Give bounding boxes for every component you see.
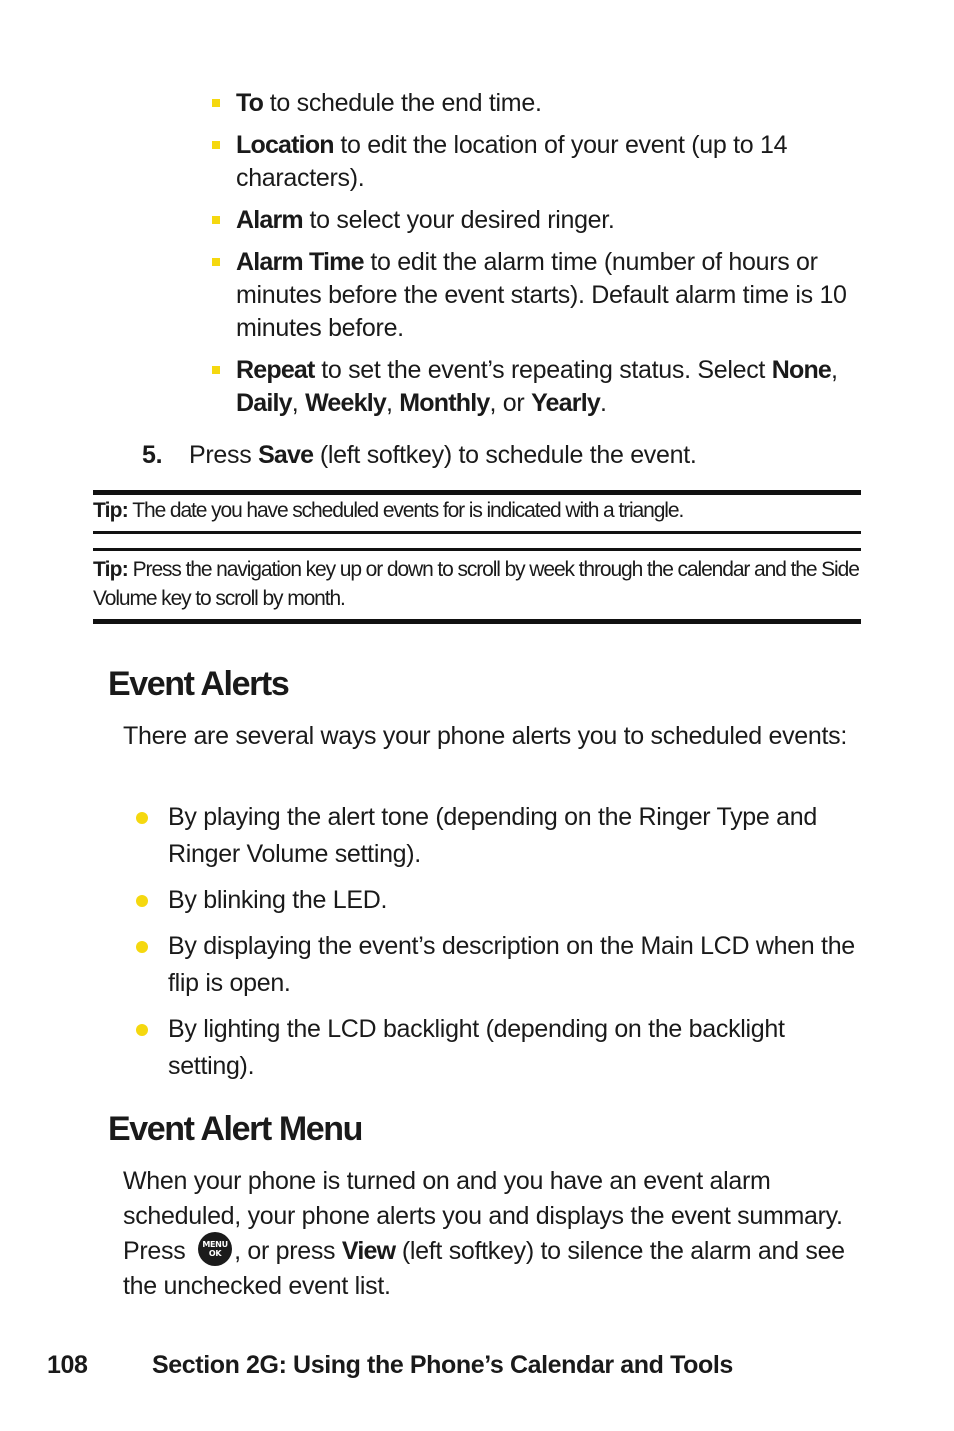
option-alarm-time: [236, 246, 856, 345]
event-alert-menu-paragraph: [123, 1164, 853, 1304]
tip-rule-top: [93, 490, 861, 495]
alert-method-text: By playing the alert tone (depending on the Ringer Type and Ringer Volume setting).: [168, 803, 817, 868]
view-key-label: View: [341, 1237, 396, 1265]
square-bullet-icon: [212, 99, 220, 107]
repeat-choice-daily: Daily: [236, 389, 292, 417]
separator: ,: [291, 389, 306, 417]
alert-method-item: [168, 882, 858, 919]
separator: , or: [489, 389, 532, 417]
tip-divider: [93, 548, 861, 551]
option-text: to edit the location of your event (up to 14 characters).: [236, 131, 788, 192]
key-line: MENU: [202, 1240, 228, 1250]
option-label: Location: [236, 131, 334, 159]
separator: ,: [385, 389, 400, 417]
para-text: When your phone is turned on and you have an event alarm scheduled, your phone alerts you and displays the event summary. Press: [123, 1167, 843, 1265]
save-key-label: Save: [258, 441, 314, 469]
tip-text: The date you have scheduled events for is indicated with a triangle.: [127, 499, 684, 522]
tip-1: [93, 496, 861, 525]
tip-divider: [93, 531, 861, 534]
repeat-choice-none: None: [771, 356, 832, 384]
step-number: 5.: [142, 441, 163, 469]
tip-label: Tip:: [93, 558, 128, 581]
step-post: (left softkey) to schedule the event.: [313, 441, 697, 469]
option-to: [236, 87, 856, 120]
round-bullet-icon: [136, 941, 148, 953]
option-repeat: [236, 354, 856, 420]
square-bullet-icon: [212, 141, 220, 149]
square-bullet-icon: [212, 216, 220, 224]
tip-text: Press the navigation key up or down to scroll by week through the calendar and the Side Volume key to scroll by month.: [93, 558, 859, 610]
event-alerts-intro: There are several ways your phone alerts you to scheduled events:: [123, 722, 847, 750]
section-title: Section 2G: Using the Phone’s Calendar and Tools: [152, 1351, 733, 1379]
option-text: to schedule the end time.: [263, 89, 542, 117]
repeat-choice-weekly: Weekly: [305, 389, 386, 417]
alert-method-item: [168, 928, 858, 1002]
tip-rule-bottom: [93, 619, 861, 624]
option-label: Alarm Time: [236, 248, 364, 276]
round-bullet-icon: [136, 895, 148, 907]
round-bullet-icon: [136, 1024, 148, 1036]
step-pre: Press: [189, 441, 259, 469]
para-text: (left softkey) to silence the alarm and see the unchecked event list.: [123, 1237, 845, 1301]
option-label: Repeat: [236, 356, 315, 384]
option-label: Alarm: [236, 206, 303, 234]
separator: ,: [831, 356, 838, 384]
round-bullet-icon: [136, 812, 148, 824]
repeat-choice-monthly: Monthly: [399, 389, 490, 417]
repeat-choice-yearly: Yearly: [531, 389, 600, 417]
alert-method-item: [168, 1011, 858, 1085]
alert-method-text: By lighting the LCD backlight (depending on the backlight setting).: [168, 1015, 785, 1080]
tip-label: Tip:: [93, 499, 128, 522]
option-alarm: [236, 204, 856, 237]
square-bullet-icon: [212, 258, 220, 266]
menu-ok-key-icon: [198, 1232, 232, 1266]
separator: .: [599, 389, 607, 417]
page-number: 108: [47, 1351, 88, 1379]
alert-method-text: By blinking the LED.: [168, 886, 388, 914]
option-text: to edit the alarm time (number of hours or minutes before the event starts). Default alarm time is 10 minutes before.: [236, 248, 847, 342]
para-text: , or press: [234, 1237, 342, 1265]
alert-method-text: By displaying the event’s description on the Main LCD when the flip is open.: [168, 932, 855, 997]
option-label: To: [236, 89, 264, 117]
option-location: [236, 129, 856, 195]
tip-2: [93, 555, 861, 613]
section-heading-event-alert-menu: Event Alert Menu: [108, 1110, 363, 1148]
alert-method-item: [168, 799, 858, 873]
section-heading-event-alerts: Event Alerts: [108, 665, 289, 703]
step-text: [189, 439, 697, 472]
square-bullet-icon: [212, 366, 220, 374]
option-text: to select your desired ringer.: [302, 206, 615, 234]
option-text: to set the event’s repeating status. Select: [314, 356, 772, 384]
key-line: OK: [208, 1249, 222, 1259]
